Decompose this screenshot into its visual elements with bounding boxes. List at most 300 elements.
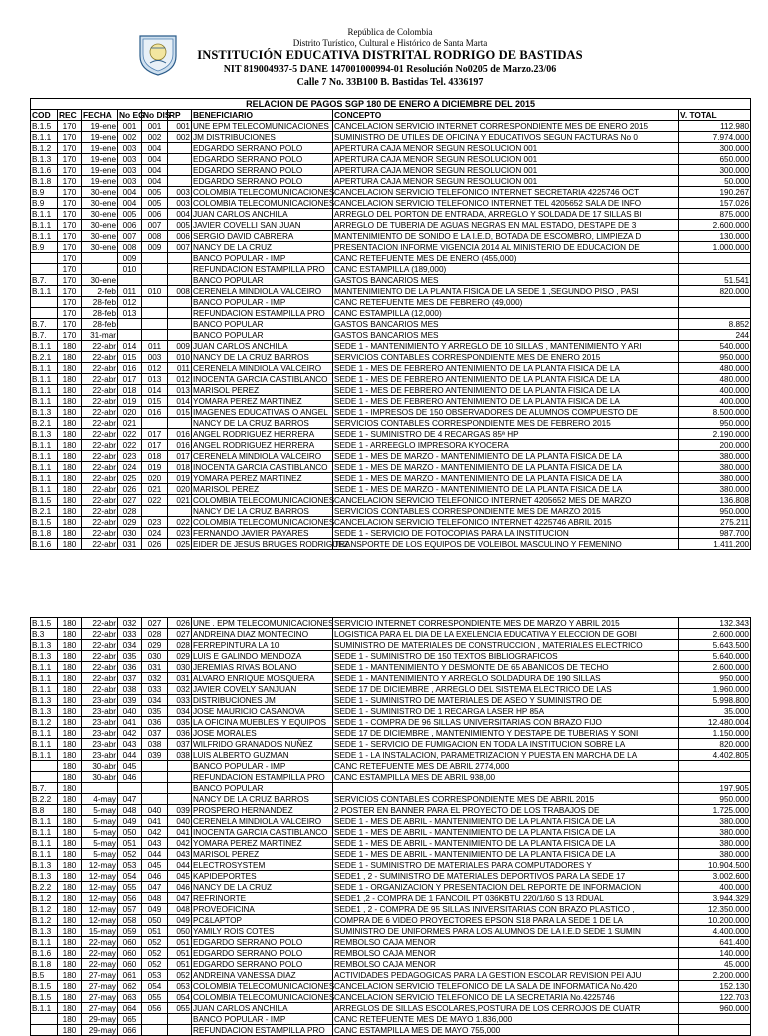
cell-concepto: GASTOS BANCARIOS MES — [333, 330, 679, 341]
cell-v-total: 950.000 — [679, 506, 751, 517]
cell-beneficiario: YOMARA PEREZ MARTINEZ — [192, 396, 333, 407]
table-row — [31, 176, 751, 187]
cell-concepto: CANCELACION SERVICIO TELEFONICO INTERNET SECRETARIA 4225746 OCT — [333, 187, 679, 198]
cell-beneficiario: EDGARDO SERRANO POLO — [192, 176, 333, 187]
cell-rp — [168, 253, 192, 264]
cell-rp: 016 — [168, 429, 192, 440]
cell-cod: B.1.5 — [31, 517, 58, 528]
column-header-rec: REC — [58, 110, 82, 121]
cell-no-dis — [142, 297, 168, 308]
cell-concepto: ARREGLOS DE SILLAS ESCOLARES,POSTURA DE LOS CERROJOS DE CUATR — [333, 1003, 679, 1014]
cell-cod: B.1.1 — [31, 374, 58, 385]
cell-no-eg — [118, 275, 142, 286]
cell-v-total: 10.904.500 — [679, 860, 751, 871]
cell-cod: B.1.1 — [31, 132, 58, 143]
cell-no-dis: 008 — [142, 231, 168, 242]
cell-beneficiario: BANCO POPULAR - IMP — [192, 761, 333, 772]
cell-beneficiario: BANCO POPULAR - IMP — [192, 1014, 333, 1025]
cell-rec: 180 — [58, 695, 82, 706]
cell-no-eg: 006 — [118, 220, 142, 231]
cell-fecha: 12-may — [82, 860, 118, 871]
cell-concepto: MANTENIMIENTO DE SONIDO E LA I.E.D, BOTADA DE ESCOMBRO, LIMPIEZA D — [333, 231, 679, 242]
payments-table-2 — [30, 617, 751, 1036]
cell-no-dis: 004 — [142, 165, 168, 176]
cell-cod: B.5 — [31, 970, 58, 981]
cell-beneficiario: PROVEOFICINA — [192, 904, 333, 915]
cell-cod — [31, 297, 58, 308]
cell-concepto: LOGISTICA PARA EL DIA DE LA EXELENCIA EDUCATIVA Y ELECCION DE GOBI — [333, 629, 679, 640]
cell-v-total: 300.000 — [679, 165, 751, 176]
cell-no-eg: 014 — [118, 341, 142, 352]
table-row — [31, 374, 751, 385]
cell-rec: 180 — [58, 926, 82, 937]
cell-rec: 180 — [58, 893, 82, 904]
cell-no-eg: 053 — [118, 860, 142, 871]
cell-concepto: SEDE 1 - IMPRESOS DE 150 OBSERVADORES DE ALUMNOS COMPUESTO DE — [333, 407, 679, 418]
cell-fecha: 29-may — [82, 1025, 118, 1036]
cell-no-dis: 030 — [142, 651, 168, 662]
cell-rp: 026 — [168, 618, 192, 629]
cell-beneficiario: JEREMIAS RIVAS BOLANO — [192, 662, 333, 673]
cell-v-total: 820.000 — [679, 739, 751, 750]
cell-rp: 017 — [168, 451, 192, 462]
cell-concepto: SUMINISTRO DE MATERIALES DE CONSTRUCCION , MATERIALES ELECTRICO — [333, 640, 679, 651]
cell-rp — [168, 506, 192, 517]
header-institution: INSTITUCIÓN EDUCATIVA DISTRITAL RODRIGO DE BASTIDAS — [197, 48, 583, 62]
cell-cod: B.1.6 — [31, 539, 58, 550]
table-row — [31, 695, 751, 706]
cell-no-eg: 064 — [118, 1003, 142, 1014]
table-row — [31, 253, 751, 264]
cell-fecha: 22-abr — [82, 440, 118, 451]
cell-no-eg: 004 — [118, 187, 142, 198]
table-row — [31, 308, 751, 319]
cell-beneficiario: YOMARA PEREZ MARTINEZ — [192, 473, 333, 484]
cell-rec: 180 — [58, 528, 82, 539]
cell-rec: 180 — [58, 517, 82, 528]
cell-v-total: 1.150.000 — [679, 728, 751, 739]
cell-cod: B.1.3 — [31, 695, 58, 706]
cell-concepto: REMBOLSO CAJA MENOR — [333, 948, 679, 959]
cell-rec: 180 — [58, 937, 82, 948]
cell-concepto: CANC RETEFUENTE MES DE ABRIL 2774,000 — [333, 761, 679, 772]
cell-concepto: SERVICIOS CONTABLES CORRESPONDIENTE MES DE ABRIL 2015 — [333, 794, 679, 805]
cell-rec: 180 — [58, 838, 82, 849]
cell-cod: B.1.1 — [31, 440, 58, 451]
table-row — [31, 473, 751, 484]
cell-v-total: 380.000 — [679, 827, 751, 838]
cell-no-dis: 011 — [142, 341, 168, 352]
cell-cod: B.7. — [31, 275, 58, 286]
table-row — [31, 959, 751, 970]
cell-v-total — [679, 1014, 751, 1025]
table-row — [31, 462, 751, 473]
cell-rp — [168, 297, 192, 308]
cell-fecha: 30-ene — [82, 187, 118, 198]
cell-rec: 170 — [58, 330, 82, 341]
table-row — [31, 761, 751, 772]
cell-no-eg: 010 — [118, 264, 142, 275]
table-row — [31, 937, 751, 948]
cell-no-eg: 061 — [118, 970, 142, 981]
cell-beneficiario: BANCO POPULAR — [192, 783, 333, 794]
cell-no-dis: 019 — [142, 462, 168, 473]
cell-cod: B.1.3 — [31, 154, 58, 165]
cell-no-dis: 036 — [142, 717, 168, 728]
cell-beneficiario: REFUNDACION ESTAMPILLA PRO — [192, 264, 333, 275]
cell-beneficiario: BANCO POPULAR — [192, 330, 333, 341]
cell-fecha: 19-ene — [82, 176, 118, 187]
cell-v-total: 112.980 — [679, 121, 751, 132]
cell-rp — [168, 418, 192, 429]
cell-v-total: 1.960.000 — [679, 684, 751, 695]
cell-cod: B.9 — [31, 187, 58, 198]
cell-v-total: 45.000 — [679, 959, 751, 970]
cell-rp — [168, 275, 192, 286]
cell-no-dis: 052 — [142, 959, 168, 970]
cell-no-eg — [118, 783, 142, 794]
table-row — [31, 827, 751, 838]
cell-fecha: 23-abr — [82, 750, 118, 761]
cell-rp: 042 — [168, 838, 192, 849]
cell-fecha: 27-may — [82, 992, 118, 1003]
cell-cod: B.1.1 — [31, 816, 58, 827]
cell-rec: 180 — [58, 640, 82, 651]
cell-v-total: 2.190.000 — [679, 429, 751, 440]
cell-rec: 170 — [58, 231, 82, 242]
column-header-cod: COD — [31, 110, 58, 121]
cell-no-eg: 042 — [118, 728, 142, 739]
cell-v-total: 950.000 — [679, 418, 751, 429]
cell-rec: 180 — [58, 385, 82, 396]
cell-cod: B.1.1 — [31, 220, 58, 231]
cell-cod: B.1.2 — [31, 143, 58, 154]
cell-rp: 040 — [168, 816, 192, 827]
cell-no-eg: 045 — [118, 761, 142, 772]
cell-rp: 015 — [168, 407, 192, 418]
cell-fecha: 22-abr — [82, 429, 118, 440]
table-row — [31, 429, 751, 440]
cell-fecha: 22-abr — [82, 385, 118, 396]
cell-v-total: 136.808 — [679, 495, 751, 506]
cell-no-dis: 024 — [142, 528, 168, 539]
cell-rp: 031 — [168, 673, 192, 684]
cell-cod: B.1.1 — [31, 462, 58, 473]
school-crest-icon — [137, 32, 179, 76]
cell-no-dis: 046 — [142, 871, 168, 882]
cell-fecha: 22-may — [82, 948, 118, 959]
cell-cod: B.1.3 — [31, 429, 58, 440]
cell-concepto: SEDE 1 - MES DE ABRIL - MANTENIMIENTO DE LA PLANTA FISICA DE LA — [333, 849, 679, 860]
cell-rec: 180 — [58, 473, 82, 484]
cell-v-total: 244 — [679, 330, 751, 341]
cell-beneficiario: EDGARDO SERRANO POLO — [192, 948, 333, 959]
table-row — [31, 739, 751, 750]
cell-no-dis: 032 — [142, 673, 168, 684]
cell-no-dis: 038 — [142, 739, 168, 750]
cell-no-dis: 005 — [142, 198, 168, 209]
table-row — [31, 904, 751, 915]
cell-v-total — [679, 1025, 751, 1036]
cell-concepto: PRESENTACION INFORME VIGENCIA 2014 AL MINISTERIO DE EDUCACION DE — [333, 242, 679, 253]
cell-no-dis — [142, 418, 168, 429]
cell-rp — [168, 794, 192, 805]
cell-cod: B.1.5 — [31, 121, 58, 132]
cell-rp: 048 — [168, 904, 192, 915]
table-row — [31, 286, 751, 297]
column-header-concepto: CONCEPTO — [333, 110, 679, 121]
cell-no-dis: 018 — [142, 451, 168, 462]
cell-concepto: SEDE 1 - MES DE FEBRERO ANTENIMIENTO DE LA PLANTA FISICA DE LA — [333, 363, 679, 374]
cell-rp: 036 — [168, 728, 192, 739]
cell-concepto: SEDE 1 - MES DE FEBRERO ANTENIMIENTO DE LA PLANTA FISICA DE LA — [333, 396, 679, 407]
cell-rec: 180 — [58, 374, 82, 385]
cell-v-total — [679, 761, 751, 772]
cell-cod: B.1.3 — [31, 706, 58, 717]
table-row — [31, 528, 751, 539]
cell-rec: 170 — [58, 275, 82, 286]
cell-no-eg: 003 — [118, 176, 142, 187]
cell-no-dis: 052 — [142, 948, 168, 959]
cell-no-eg: 016 — [118, 363, 142, 374]
cell-concepto: SEDE1 , 2 - SUMINISTRO DE MATERIALES DEPORTIVOS PARA LA SEDE 17 — [333, 871, 679, 882]
cell-rec: 170 — [58, 176, 82, 187]
table-row — [31, 143, 751, 154]
cell-cod: B.1.1 — [31, 662, 58, 673]
cell-rp — [168, 1014, 192, 1025]
cell-v-total: 2.600.000 — [679, 629, 751, 640]
cell-no-eg: 003 — [118, 154, 142, 165]
cell-beneficiario: REFUNDACION ESTAMPILLA PRO — [192, 1025, 333, 1036]
column-header-rp: RP — [168, 110, 192, 121]
table-row — [31, 893, 751, 904]
table-row — [31, 981, 751, 992]
cell-no-eg: 008 — [118, 242, 142, 253]
cell-no-eg: 050 — [118, 827, 142, 838]
table-row — [31, 407, 751, 418]
cell-no-eg: 032 — [118, 618, 142, 629]
cell-rec: 180 — [58, 739, 82, 750]
cell-rec: 180 — [58, 618, 82, 629]
cell-concepto: CANC ESTAMPILLA MES DE ABRIL 938,00 — [333, 772, 679, 783]
cell-no-eg: 011 — [118, 286, 142, 297]
cell-cod: B.1.1 — [31, 838, 58, 849]
cell-concepto: SEDE 1 - SERVICIO DE FUMIGACION EN TODA LA INSTITUCION SOBRE LA — [333, 739, 679, 750]
cell-no-dis: 007 — [142, 220, 168, 231]
cell-no-eg: 040 — [118, 706, 142, 717]
cell-no-dis: 022 — [142, 495, 168, 506]
cell-cod: B.1.1 — [31, 827, 58, 838]
cell-v-total: 650.000 — [679, 154, 751, 165]
cell-rec: 180 — [58, 948, 82, 959]
cell-cod: B.1.8 — [31, 959, 58, 970]
cell-cod: B.1.8 — [31, 176, 58, 187]
document-header — [0, 0, 768, 96]
cell-cod: B.1.1 — [31, 396, 58, 407]
cell-concepto: SEDE 1 - LA INSTALACION, PARAMETRIZACION Y PUESTA EN MARCHA DE LA — [333, 750, 679, 761]
cell-fecha: 19-ene — [82, 121, 118, 132]
cell-concepto: 2 POSTER EN BANNER PARA EL PROYECTO DE LOS TRABAJOS DE — [333, 805, 679, 816]
cell-beneficiario: FERREPINTURA LA 10 — [192, 640, 333, 651]
cell-rp — [168, 1025, 192, 1036]
cell-fecha: 23-abr — [82, 728, 118, 739]
cell-cod: B.1.1 — [31, 231, 58, 242]
cell-fecha: 22-abr — [82, 341, 118, 352]
cell-rec: 180 — [58, 992, 82, 1003]
cell-v-total: 3.944.329 — [679, 893, 751, 904]
cell-concepto: SEDE1 , 2 - COMPRA DE 95 SILLAS INIVERSITARIAS CON BRAZO PLASTICO , — [333, 904, 679, 915]
cell-concepto: MANTENIMIENTO DE LA PLANTA FISICA DE LA SEDE 1 ,SEGUNDO PISO , PASI — [333, 286, 679, 297]
cell-rec: 180 — [58, 684, 82, 695]
cell-cod: B.1.1 — [31, 473, 58, 484]
cell-v-total: 480.000 — [679, 363, 751, 374]
cell-fecha: 12-may — [82, 871, 118, 882]
cell-fecha: 28-feb — [82, 297, 118, 308]
table-row — [31, 198, 751, 209]
cell-rp: 041 — [168, 827, 192, 838]
cell-rec: 180 — [58, 794, 82, 805]
cell-no-eg: 065 — [118, 1014, 142, 1025]
cell-beneficiario: REFRINORTE — [192, 893, 333, 904]
cell-v-total: 5.998.800 — [679, 695, 751, 706]
cell-fecha: 30-ene — [82, 231, 118, 242]
cell-no-dis: 037 — [142, 728, 168, 739]
cell-fecha: 27-may — [82, 1003, 118, 1014]
cell-v-total: 987.700 — [679, 528, 751, 539]
cell-cod: B.1.1 — [31, 673, 58, 684]
cell-rec: 180 — [58, 761, 82, 772]
cell-rec: 170 — [58, 132, 82, 143]
cell-fecha: 5-may — [82, 849, 118, 860]
cell-fecha: 30-abr — [82, 772, 118, 783]
cell-no-dis: 015 — [142, 396, 168, 407]
cell-v-total: 380.000 — [679, 484, 751, 495]
table-row — [31, 1003, 751, 1014]
cell-cod: B.1.5 — [31, 495, 58, 506]
cell-concepto: REMBOLSO CAJA MENOR — [333, 959, 679, 970]
table-row — [31, 662, 751, 673]
table-row — [31, 772, 751, 783]
cell-cod: B.1.8 — [31, 528, 58, 539]
cell-no-eg: 022 — [118, 429, 142, 440]
cell-cod: B.1.1 — [31, 849, 58, 860]
cell-concepto: SEDE1 ,2 - COMPRA DE 1 FANCOIL PT 036KBTU 220/1/60 S 13 RDUAL — [333, 893, 679, 904]
cell-rec: 180 — [58, 662, 82, 673]
cell-no-eg: 013 — [118, 308, 142, 319]
cell-v-total: 380.000 — [679, 473, 751, 484]
cell-v-total — [679, 308, 751, 319]
cell-no-dis: 010 — [142, 286, 168, 297]
cell-no-dis: 052 — [142, 937, 168, 948]
cell-v-total: 50.000 — [679, 176, 751, 187]
cell-no-eg: 049 — [118, 816, 142, 827]
cell-rp: 051 — [168, 959, 192, 970]
cell-fecha: 22-abr — [82, 640, 118, 651]
table-row — [31, 319, 751, 330]
cell-beneficiario: LUIS ALBERTO GUZMAN — [192, 750, 333, 761]
cell-no-dis — [142, 264, 168, 275]
cell-v-total: 5.643.500 — [679, 640, 751, 651]
cell-cod: B.2.1 — [31, 352, 58, 363]
cell-concepto: SEDE 1 - MES DE ABRIL - MANTENIMIENTO DE LA PLANTA FISICA DE LA — [333, 838, 679, 849]
cell-fecha: 27-may — [82, 981, 118, 992]
cell-fecha: 22-abr — [82, 528, 118, 539]
cell-fecha: 19-ene — [82, 165, 118, 176]
cell-no-eg: 036 — [118, 662, 142, 673]
cell-beneficiario: NANCY DE LA CRUZ BARROS — [192, 352, 333, 363]
cell-rp: 038 — [168, 750, 192, 761]
cell-rec: 180 — [58, 959, 82, 970]
cell-rp: 029 — [168, 651, 192, 662]
cell-rec: 170 — [58, 187, 82, 198]
cell-no-eg: 022 — [118, 440, 142, 451]
cell-fecha: 12-may — [82, 904, 118, 915]
cell-no-eg: 001 — [118, 121, 142, 132]
cell-no-dis: 014 — [142, 385, 168, 396]
cell-cod: B.1.3 — [31, 407, 58, 418]
cell-no-dis: 051 — [142, 926, 168, 937]
cell-beneficiario: REFUNDACION ESTAMPILLA PRO — [192, 772, 333, 783]
cell-beneficiario: NANCY DE LA CRUZ BARROS — [192, 794, 333, 805]
cell-beneficiario: JUAN CARLOS ANCHILA — [192, 209, 333, 220]
cell-beneficiario: JAVIER COVELLI SAN JUAN — [192, 220, 333, 231]
cell-v-total: 4.400.000 — [679, 926, 751, 937]
cell-no-eg: 003 — [118, 143, 142, 154]
cell-v-total: 1.000.000 — [679, 242, 751, 253]
table-row — [31, 209, 751, 220]
cell-concepto: CANC RETEFUENTE MES DE MAYO 1.836,000 — [333, 1014, 679, 1025]
cell-beneficiario: EIDER DE JESUS BRUGES RODRIGUEZ — [193, 539, 349, 549]
cell-cod: B.1.2 — [31, 717, 58, 728]
cell-rp: 004 — [168, 209, 192, 220]
cell-beneficiario: UNE . EPM TELECOMUNICACIONES — [193, 618, 334, 628]
cell-beneficiario: MARISOL PEREZ — [192, 385, 333, 396]
cell-concepto: SEDE 1 - MES DE MARZO - MANTENIMIENTO DE LA PLANTA FISICA DE LA — [333, 473, 679, 484]
cell-rec: 170 — [58, 297, 82, 308]
cell-no-eg: 030 — [118, 528, 142, 539]
cell-rp: 051 — [168, 937, 192, 948]
cell-no-eg: 058 — [118, 915, 142, 926]
cell-beneficiario: WILFRIDO GRANADOS NUÑEZ — [192, 739, 333, 750]
table-row — [31, 132, 751, 143]
table-row — [31, 121, 751, 132]
cell-no-eg: 012 — [118, 297, 142, 308]
cell-fecha: 30-abr — [82, 761, 118, 772]
cell-rec: 180 — [58, 429, 82, 440]
cell-v-total: 4.402.805 — [679, 750, 751, 761]
cell-cod: B.1.1 — [31, 286, 58, 297]
cell-concepto: CANC RETEFUENTE MES DE ENERO (455,000) — [333, 253, 679, 264]
cell-rec: 180 — [58, 1014, 82, 1025]
cell-beneficiario: NANCY DE LA CRUZ — [192, 882, 333, 893]
cell-concepto: SUMINISTRO DE UTILES DE OFICINA Y EDUCATIVOS SEGUN FACTURAS No 0 — [333, 132, 679, 143]
cell-rec: 180 — [58, 440, 82, 451]
cell-fecha: 30-ene — [82, 209, 118, 220]
header-address: Calle 7 No. 33B100 B. Bastidas Tel. 4336197 — [296, 77, 484, 88]
cell-no-dis: 033 — [142, 684, 168, 695]
table-row — [31, 849, 751, 860]
cell-concepto: SEDE 1 - MANTENIMIENTO Y ARREGLO DE 10 SILLAS , MANTENIMIENTO Y ARI — [333, 341, 679, 352]
cell-cod: B.1.5 — [31, 981, 58, 992]
table-row — [31, 970, 751, 981]
cell-fecha: 5-may — [82, 838, 118, 849]
cell-rec: 180 — [58, 341, 82, 352]
cell-no-dis: 003 — [142, 352, 168, 363]
cell-v-total: 1.725.000 — [679, 805, 751, 816]
cell-v-total: 275.211 — [679, 517, 751, 528]
cell-fecha: 30-ene — [82, 220, 118, 231]
cell-rec: 170 — [58, 198, 82, 209]
